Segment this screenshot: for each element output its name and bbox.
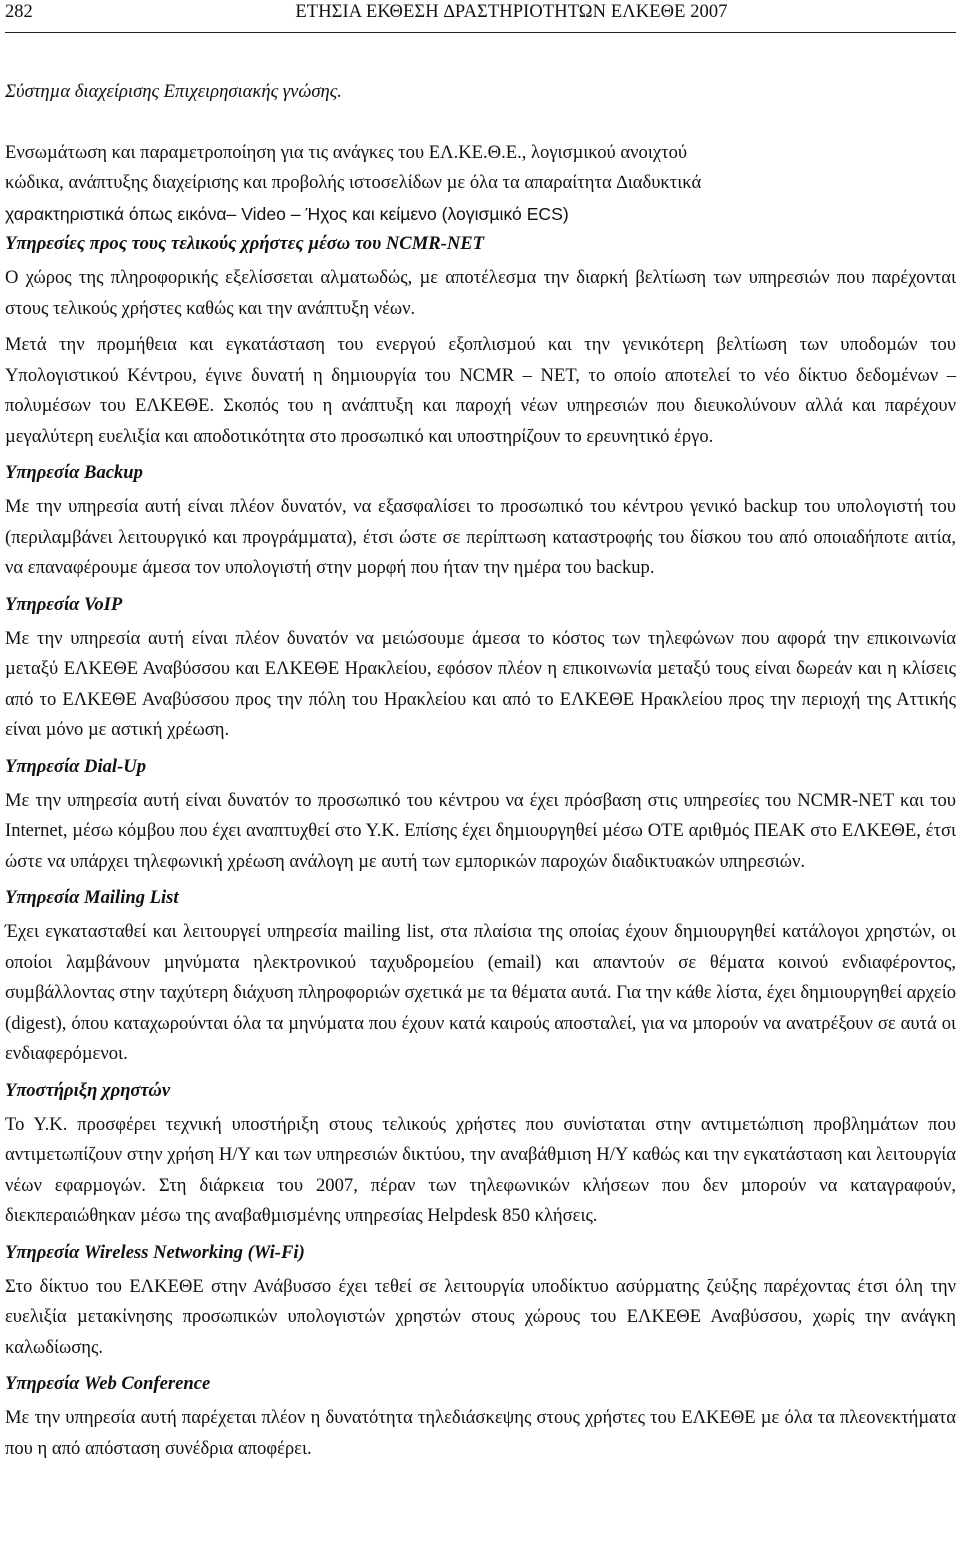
intro-line-2: κώδικα, ανάπτυξης διαχείρισης και προβολής ιστοσελίδων µε όλα τα απαραίτητα ∆ιαδυκτικά (5, 172, 702, 193)
section-paragraph: Ο χώρος της πληροφορικής εξελίσσεται αλµατωδώς, µε αποτέλεσµα την διαρκή βελτίωση των υπηρεσιών που παρέχονται στους τελικούς χρήστες καθώς και την ανάπτυξη νέων. (5, 267, 956, 319)
section-heading-ncmr-net: Υπηρεσίες προς τους τελικούς χρήστες µέσω του NCMR-NET (5, 233, 485, 254)
section-heading-dialup: Υπηρεσία Dial-Up (5, 755, 147, 777)
section-paragraph: Στο δίκτυο του ΕΛΚΕΘΕ στην Ανάβυσσο έχει τεθεί σε λειτουργία υποδίκτυο ασύρµατης ζεύξης παρέχοντας έτσι όλη την ευελιξία µετακίνησης προσωπικών υπολογιστών χρηστών στους χώρους του ΕΛΚΕΘΕ Αναβύσσου, χωρίς την ανάγκη καλωδίωσης. (5, 1275, 956, 1358)
page-content (5, 77, 956, 1464)
section-heading-voip: Υπηρεσία VoIP (5, 593, 123, 615)
section-paragraph: Με την υπηρεσία αυτή είναι πλέον δυνατόν να µειώσουµε άµεσα το κόστος των τηλεφώνων που αφορά την επικοινωνία µεταξύ ΕΛΚΕΘΕ Αναβύσσου και ΕΛΚΕΘΕ Ηρακλείου, εφόσον πλέον η επικοινωνία µεταξύ τους είναι δωρεάν και η κλίσεις από το ΕΛΚΕΘΕ Αναβύσσου προς την πόλη του Ηρακλείου και από το ΕΛΚΕΘΕ Ηρακλείου προς την περιοχή της Αττικής είναι µόνο µε αστική χρέωση. (5, 627, 956, 740)
section-heading-mailing-list: Υπηρεσία Mailing List (5, 887, 179, 908)
section-heading-wifi: Υπηρεσία Wireless Networking (Wi-Fi) (5, 1241, 305, 1263)
section-heading-backup: Υπηρεσία Backup (5, 462, 143, 483)
running-title: ΕΤΗΣΙΑ ΕΚΘΕΣΗ ∆ΡΑΣΤΗΡΙΟΤΗΤΩΝ ΕΛΚΕΘΕ 2007 (295, 2, 728, 22)
section-paragraph: Μετά την προµήθεια και εγκατάσταση του ενεργού εξοπλισµού και την γενικότερη βελτίωση των υποδοµών του Υπολογιστικού Κέντρου, έγινε δυνατή η δηµιουργία του NCMR – NET, το οποίο αποτελεί το νέο δίκτυο δεδοµένων – πολυµέσων του ΕΛΚΕΘΕ. Σκοπός του η ανάπτυξη και παροχή νέων υπηρεσιών που διευκολύνουν αλλά και παρέχουν µεγαλύτερη ευελιξία και αποδοτικότητα στο προσωπικό και υποστηρίζουν το ερευνητικό έργο. (5, 334, 956, 447)
section-paragraph: Με την υπηρεσία αυτή παρέχεται πλέον η δυνατότητα τηλεδιάσκεψης στους χρήστες του ΕΛΚΕΘΕ µε όλα τα πλεονεκτήµατα που η από απόσταση συνέδρια αποφέρει. (5, 1407, 956, 1459)
section-paragraph: Με την υπηρεσία αυτή είναι πλέον δυνατόν, να εξασφαλίσει το προσωπικό του κέντρου γενικό backup του υπολογιστή του (περιλαµβάνει λειτουργικό και προγράµµατα), έτσι ώστε σε περίπτωση καταστροφής του δίσκου του από οποιαδήποτε αιτία, να επαναφέρουµε άµεσα τον υπολογιστή στην µορφή που ήταν την ηµέρα του backup. (5, 496, 956, 578)
section-heading-user-support: Υποστήριξη χρηστών (5, 1079, 171, 1101)
intro-title: Σύστηµα διαχείρισης Επιχειρησιακής γνώσης. (5, 81, 342, 102)
intro-line-3: χαρακτηριστικά όπως εικόνα– Video – Ήχος και κείµενο (λογισµικό ECS) (5, 203, 569, 224)
section-paragraph: Με την υπηρεσία αυτή είναι δυνατόν το προσωπικό του κέντρου να έχει πρόσβαση στις υπηρεσίες του NCMR-NET και του Internet, µέσω κόµβου που έχει αναπτυχθεί στο Υ.Κ. Επίσης έχει δηµιουργηθεί µέσω ΟΤΕ αριθµός ΠΕΑΚ στο ΕΛΚΕΘΕ, έτσι ώστε να υπάρχει τηλεφωνική χρέωση ανάλογη µε αυτή των εµπορικών παροχών διαδικτυακών υπηρεσιών. (5, 789, 956, 872)
intro-line-1: Ενσωµάτωση και παραµετροποίηση για τις ανάγκες του ΕΛ.ΚΕ.Θ.Ε., λογισµικού ανοιχτού (5, 141, 688, 163)
page-header (5, 0, 956, 33)
section-paragraph: Έχει εγκατασταθεί και λειτουργεί υπηρεσία mailing list, στα πλαίσια της οποίας έχουν δηµιουργηθεί κατάλογοι χρηστών, οι οποίοι λαµβάνουν µηνύµατα ηλεκτρονικού ταχυδροµείου (email) και απαντούν σε θέµατα κοινού ενδιαφέροντος, συµβάλλοντας στην ταχύτερη διάχυση πληροφοριών σχετικά µε τα θέµατα αυτά. Για την κάθε λίστα, έχει δηµιουργηθεί αρχείο (digest), όπου καταχωρούνται όλα τα µηνύµατα που έχουν κατά καιρούς αποσταλεί, για να µπορούν να ανατρέξουν σε αυτά οι ενδιαφερόµενοι. (5, 921, 956, 1064)
section-paragraph: Το Υ.Κ. προσφέρει τεχνική υποστήριξη στους τελικούς χρήστες που συνίσταται στην αντιµετώπιση προβληµάτων που αντιµετωπίζουν στην χρήση Η/Υ και των υπηρεσιών δικτύου, την αναβάθµιση Η/Υ καθώς και την εγκατάσταση και λειτουργία νέων εφαρµογών. Στη διάρκεια του 2007, πέραν των τηλεφωνικών κλήσεων που δεν µπορούν να καταγραφούν, διεκπεραιώθηκαν µέσω της αναβαθµισµένης υπηρεσίας Helpdesk 850 κλήσεις. (5, 1113, 956, 1226)
section-heading-web-conference: Υπηρεσία Web Conference (5, 1373, 211, 1394)
page-number: 282 (5, 2, 33, 22)
